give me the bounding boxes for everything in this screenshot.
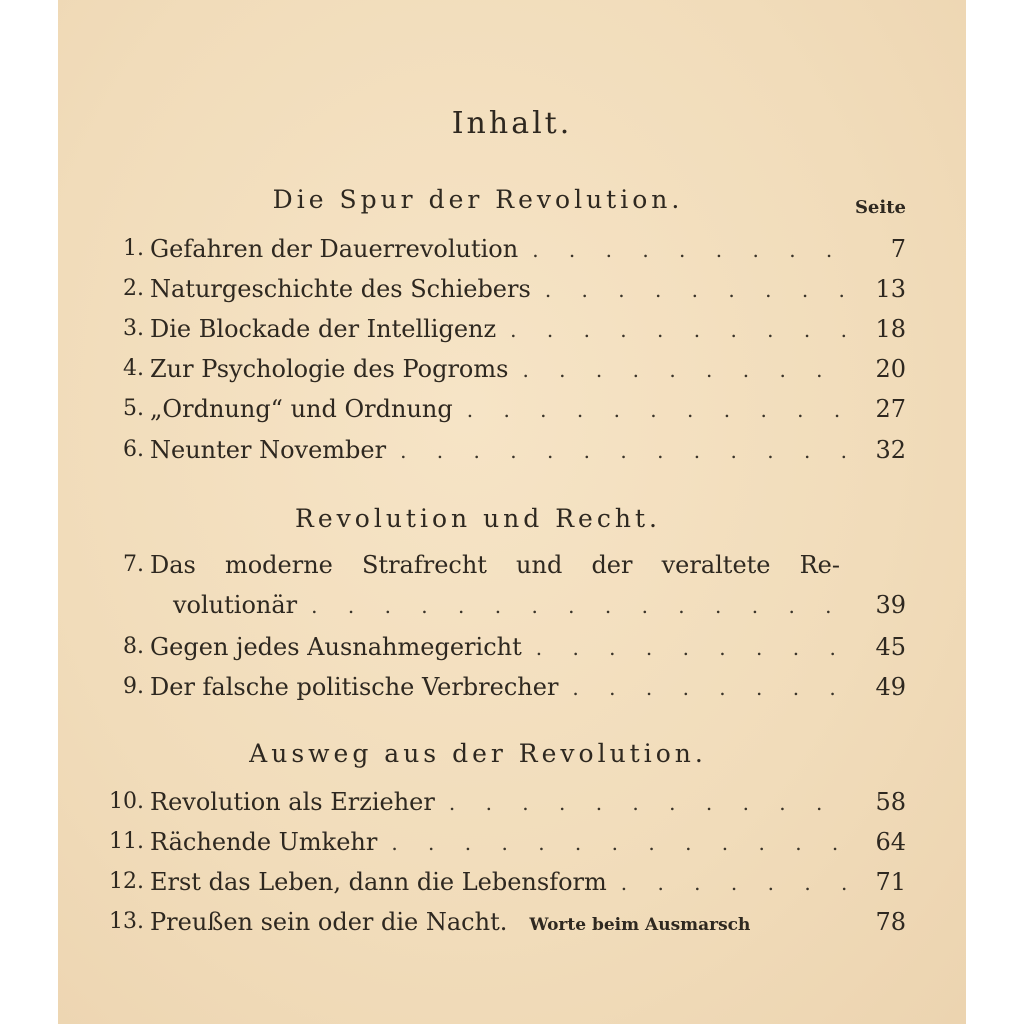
entry-title: Revolution als Erzieher bbox=[150, 788, 435, 816]
entry-number: 5. bbox=[123, 396, 144, 421]
entry-page-number: 20 bbox=[875, 355, 906, 383]
entry-number: 3. bbox=[123, 316, 144, 341]
entry-page-number: 58 bbox=[875, 788, 906, 816]
entry-page-number: 64 bbox=[875, 828, 906, 856]
entry-title: Die Blockade der Intelligenz bbox=[150, 315, 497, 343]
toc-entry-6[interactable] bbox=[98, 433, 906, 467]
book-page bbox=[58, 0, 966, 1024]
entry-title: Gefahren der Dauerrevolution bbox=[150, 235, 519, 263]
toc-entry-4[interactable] bbox=[98, 352, 906, 386]
entry-number: 10. bbox=[109, 789, 144, 814]
entry-number: 13. bbox=[109, 909, 144, 934]
toc-entry-5[interactable] bbox=[98, 392, 906, 426]
page-column-label: Seite bbox=[854, 197, 906, 218]
dot-leader bbox=[518, 233, 850, 267]
dot-leader bbox=[297, 589, 850, 623]
dot-leader bbox=[386, 434, 850, 468]
entry-page-number: 45 bbox=[875, 633, 906, 661]
dot-leader bbox=[508, 353, 850, 387]
entry-number: 8. bbox=[123, 634, 144, 659]
toc-entry-1[interactable] bbox=[98, 232, 906, 266]
toc-entry-12[interactable] bbox=[98, 865, 906, 899]
toc-entry-3[interactable] bbox=[98, 312, 906, 346]
section-heading-1: Die Spur der Revolution. bbox=[272, 185, 684, 214]
entry-number: 4. bbox=[123, 356, 144, 381]
toc-entry-10[interactable] bbox=[98, 785, 906, 819]
entry-number: 6. bbox=[123, 437, 144, 462]
entry-title-line-2: volutionär bbox=[173, 591, 298, 619]
entry-number: 7. bbox=[123, 552, 144, 577]
dot-leader bbox=[522, 631, 850, 665]
entry-page-number: 71 bbox=[875, 868, 906, 896]
entry-number: 9. bbox=[123, 674, 144, 699]
entry-title: Rächende Umkehr bbox=[150, 828, 378, 856]
entry-title: Neunter November bbox=[150, 436, 387, 464]
toc-entry-11[interactable] bbox=[98, 825, 906, 859]
entry-page-number: 78 bbox=[875, 908, 906, 936]
entry-title: Der falsche politische Verbrecher bbox=[150, 673, 559, 701]
entry-number: 2. bbox=[123, 276, 144, 301]
dot-leader bbox=[435, 786, 850, 820]
toc-entry-9[interactable] bbox=[98, 670, 906, 704]
entry-page-number: 13 bbox=[875, 275, 906, 303]
entry-number: 12. bbox=[109, 869, 144, 894]
entry-page-number: 49 bbox=[875, 673, 906, 701]
entry-page-number: 27 bbox=[875, 395, 906, 423]
toc-entry-13[interactable] bbox=[98, 905, 906, 939]
entry-title: „Ordnung“ und Ordnung bbox=[150, 395, 453, 423]
toc-entry-8[interactable] bbox=[98, 630, 906, 664]
toc-entry-2[interactable] bbox=[98, 272, 906, 306]
dot-leader bbox=[531, 273, 850, 307]
dot-leader bbox=[496, 313, 850, 347]
entry-note: Worte beim Ausmarsch bbox=[529, 915, 751, 935]
dot-leader bbox=[377, 826, 850, 860]
entry-title-line-1: Das moderne Strafrecht und der veraltete Re- bbox=[150, 551, 840, 579]
entry-title: Gegen jedes Ausnahmegericht bbox=[150, 633, 522, 661]
section-heading-2: Revolution und Recht. bbox=[295, 504, 661, 533]
section-heading-3: Ausweg aus der Revolution. bbox=[249, 739, 707, 768]
entry-page-number: 39 bbox=[875, 591, 906, 619]
entry-title: Erst das Leben, dann die Lebensform bbox=[150, 868, 607, 896]
dot-leader bbox=[453, 393, 850, 427]
page-title: Inhalt. bbox=[451, 106, 573, 141]
dot-leader bbox=[558, 671, 850, 705]
entry-number: 11. bbox=[109, 829, 144, 854]
entry-page-number: 18 bbox=[875, 315, 906, 343]
toc-entry-7[interactable] bbox=[98, 548, 906, 628]
entry-page-number: 7 bbox=[890, 235, 906, 263]
dot-leader bbox=[607, 866, 850, 900]
entry-title: Zur Psychologie des Pogroms bbox=[150, 355, 509, 383]
entry-number: 1. bbox=[123, 236, 144, 261]
entry-page-number: 32 bbox=[875, 436, 906, 464]
entry-title: Preußen sein oder die Nacht. bbox=[150, 908, 508, 936]
entry-title: Naturgeschichte des Schiebers bbox=[150, 275, 531, 303]
